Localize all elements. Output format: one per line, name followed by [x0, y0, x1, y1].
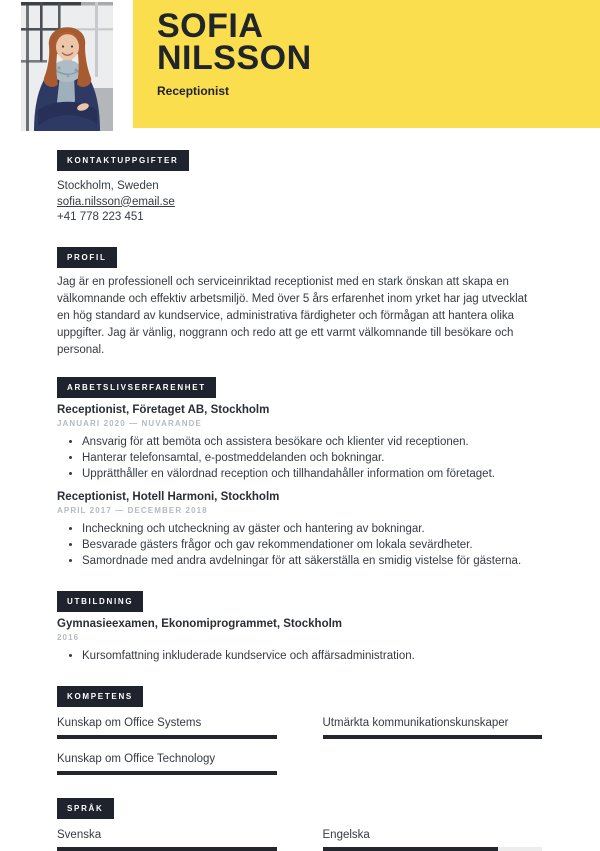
job-bullets — [57, 434, 542, 482]
languages-section-badge: SPRÅK — [57, 798, 114, 819]
job-dates: JANUARI 2020 — NUVARANDE — [57, 418, 202, 428]
skill-label: Utmärkta kommunikationskunskaper — [322, 716, 509, 729]
job-title: Receptionist, Hotell Harmoni, Stockholm — [57, 490, 280, 503]
languages-grid — [57, 828, 542, 851]
skill-item — [323, 716, 543, 739]
education-section-badge: UTBILDNING — [57, 591, 143, 612]
section-contact — [57, 150, 542, 226]
language-item — [57, 828, 277, 851]
contact-phone: +41 778 223 451 — [57, 211, 144, 223]
job-bullet: • Upprätthåller en välordnad reception och tillhandahåller information om företaget. — [82, 466, 542, 482]
job-title: Receptionist, Företaget AB, Stockholm — [57, 403, 270, 416]
education-dates: 2016 — [57, 632, 80, 642]
skill-item — [57, 752, 277, 775]
section-education — [57, 591, 542, 664]
profile-text: Jag är en professionell och serviceinriktad receptionist med en stark önskan att skapa en välkomnande och effektiv arbetsmiljö. Med över 5 års erfarenhet inom yrket har jag utvecklat en hög standard av kundservice, administrativa färdigheter och förmågan att hantera olika uppgifter. Jag är vänlig, noggrann och redo att ge ett varmt välkomnande till besökare och personal. — [57, 275, 528, 356]
job-entry — [57, 404, 542, 482]
skills-grid — [57, 716, 542, 775]
name-line-1: SOFIA — [157, 7, 264, 45]
job-entry — [57, 491, 542, 569]
job-bullets — [57, 521, 542, 569]
education-degree: Gymnasieexamen, Ekonomiprogrammet, Stockholm — [57, 617, 343, 630]
name-line-2: NILSSON — [157, 39, 312, 77]
language-meter — [57, 847, 277, 851]
job-bullet: • Ansvarig för att bemöta och assistera besökare och klienter vid receptionen. — [82, 434, 542, 450]
contact-email-link[interactable]: sofia.nilsson@email.se — [57, 195, 175, 208]
header-job-title: Receptionist — [157, 84, 230, 98]
language-item — [323, 828, 543, 851]
job-bullet: • Hanterar telefonsamtal, e-postmeddelanden och bokningar. — [82, 450, 542, 466]
profile-photo — [21, 2, 113, 131]
section-skills — [57, 686, 542, 775]
contact-list — [57, 179, 542, 226]
contact-location: Stockholm, Sweden — [57, 180, 159, 192]
job-bullet: • Besvarade gästers frågor och gav rekommendationer om lokala sevärdheter. — [82, 537, 542, 553]
language-label: Engelska — [322, 828, 370, 841]
education-entry — [57, 618, 542, 664]
skill-label: Kunskap om Office Systems — [57, 716, 202, 729]
resume-body — [0, 150, 600, 851]
profile-section-badge: PROFIL — [57, 247, 117, 268]
section-experience — [57, 377, 542, 569]
language-label: Svenska — [57, 828, 102, 841]
skill-item — [57, 716, 277, 739]
skill-label: Kunskap om Office Technology — [57, 752, 216, 765]
resume-header — [0, 0, 600, 131]
language-meter — [323, 847, 543, 851]
experience-section-badge: ARBETSLIVSERFARENHET — [57, 377, 216, 398]
education-bullet: • Kursomfattning inkluderade kundservice och affärsadministration. — [82, 648, 542, 664]
section-profile — [57, 247, 542, 359]
name-block — [157, 7, 312, 98]
skill-meter — [57, 771, 277, 775]
job-bullet: • Samordnade med andra avdelningar för att säkerställa en smidig vistelse för gästerna. — [82, 553, 542, 569]
section-languages — [57, 798, 542, 851]
job-bullet: • Incheckning och utcheckning av gäster och hantering av bokningar. — [82, 521, 542, 537]
contact-section-badge: KONTAKTUPPGIFTER — [57, 150, 189, 171]
job-dates: APRIL 2017 — DECEMBER 2018 — [57, 505, 208, 515]
skills-section-badge: KOMPETENS — [57, 686, 143, 707]
education-bullets — [57, 648, 542, 664]
skill-meter — [323, 735, 543, 739]
skill-meter — [57, 735, 277, 739]
